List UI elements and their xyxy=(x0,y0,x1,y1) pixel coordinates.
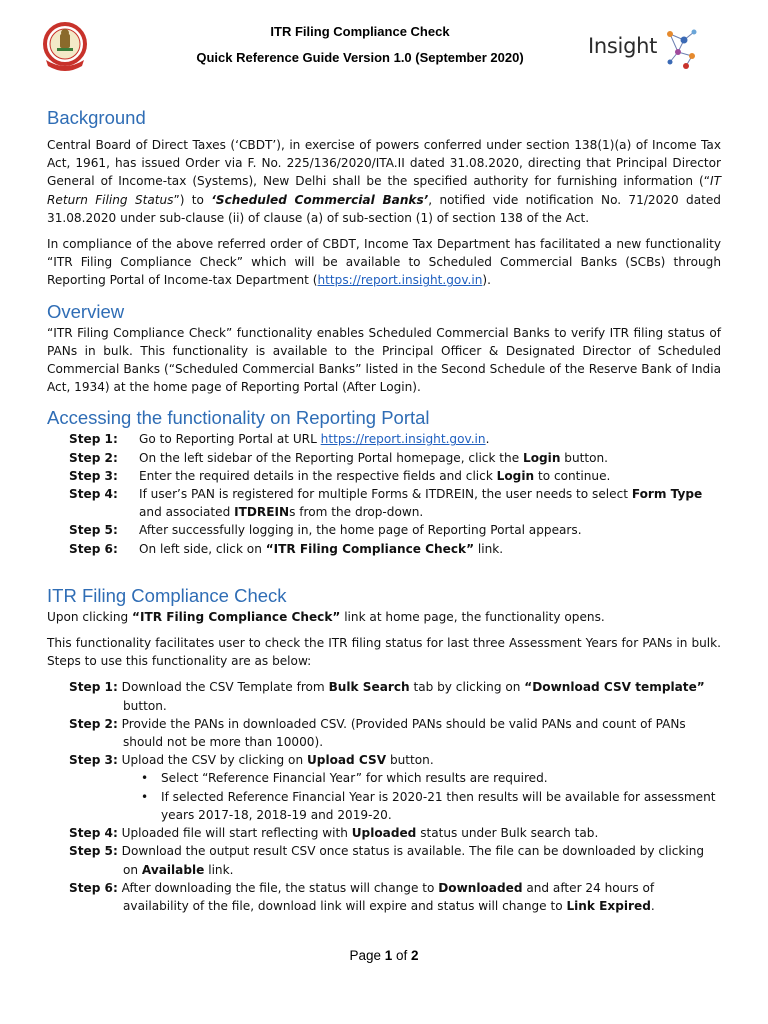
overview-heading: Overview xyxy=(47,300,125,322)
background-paragraph-2: In compliance of the above referred order of CBDT, Income Tax Department has facilitated a new functionality “ITR Filing Compliance Check” which will be available to Scheduled Commercial Banks (SCBs) through Reporting Portal of Income-tax Department (https://report.insight.gov.in). xyxy=(47,237,721,288)
itr-steps xyxy=(47,678,721,915)
access-step-2: Step 2: On the left sidebar of the Reporting Portal homepage, click the Login button. xyxy=(69,450,609,465)
header-title: ITR Filing Compliance Check xyxy=(270,24,450,39)
itr-step-4: Step 4: Uploaded file will start reflecting with Uploaded status under Bulk search tab. xyxy=(69,826,599,841)
reporting-portal-link[interactable]: https://report.insight.gov.in xyxy=(317,273,483,288)
itr-step-1: Step 1: Download the CSV Template from Bulk Search tab by clicking on “Download CSV template” button. xyxy=(69,680,705,713)
access-step-3: Step 3: Enter the required details in the respective fields and click Login to continue. xyxy=(69,468,611,483)
document-body xyxy=(47,106,721,915)
itr-step-3: Step 3: Upload the CSV by clicking on Upload CSV button. xyxy=(69,753,434,768)
background-heading: Background xyxy=(47,107,146,128)
itr-intro: Upon clicking “ITR Filing Compliance Check” link at home page, the functionality opens. xyxy=(47,609,605,624)
portal-url-link[interactable]: https://report.insight.gov.in xyxy=(320,432,486,447)
access-step-1: Step 1: Go to Reporting Portal at URL https://report.insight.gov.in. xyxy=(69,432,490,447)
access-step-6: Step 6: On left side, click on “ITR Filing Compliance Check” link. xyxy=(69,541,504,556)
overview-paragraph: “ITR Filing Compliance Check” functionality enables Scheduled Commercial Banks to verify ITR filing status of PANs in bulk. This functionality is available to the Principal Officer & Designated Director of Scheduled Commercial Banks (“Scheduled Commercial Banks” listed in the Second Schedule of the Reserve Bank of India Act, 1934) at the home page of Reporting Portal (After Login). xyxy=(47,325,721,395)
itr-step-6: Step 6: After downloading the file, the status will change to Downloaded and after 24 hours of availability of the file, download link will expire and status will change to Link Expired. xyxy=(69,880,655,913)
income-tax-emblem-icon xyxy=(38,20,92,74)
logo-text: Insight xyxy=(588,34,658,58)
access-step-5: Step 5: After successfully logging in, the home page of Reporting Portal appears. xyxy=(69,523,582,538)
itr-description: This functionality facilitates user to check the ITR filing status for last three Assessment Years for PANs in bulk. Steps to use this functionality are as below: xyxy=(47,636,721,669)
accessing-steps xyxy=(47,430,721,557)
itr-check-heading: ITR Filing Compliance Check xyxy=(47,584,287,606)
bullet-icon: • xyxy=(141,789,149,804)
insight-logo xyxy=(588,26,700,72)
access-step-4: Step 4: If user’s PAN is registered for multiple Forms & ITDREIN, the user needs to select Form Type and associated ITDREINs from the drop-down. xyxy=(69,487,703,520)
itr-bullet-1: • Select “Reference Financial Year” for which results are required. xyxy=(69,769,721,787)
page-number: Page 1 of 2 xyxy=(349,948,419,963)
bullet-icon: • xyxy=(141,771,149,786)
itr-step-5: Step 5: Download the output result CSV once status is available. The file can be downloaded by clicking on Available link. xyxy=(69,844,705,877)
header-subtitle: Quick Reference Guide Version 1.0 (September 2020) xyxy=(196,50,524,65)
accessing-heading: Accessing the functionality on Reporting Portal xyxy=(47,407,430,429)
network-nodes-icon xyxy=(664,26,700,72)
itr-bullet-2: • If selected Reference Financial Year is 2020-21 then results will be available for assessment years 2017-18, 2018-19 and 2019-20. xyxy=(141,789,716,822)
itr-step-2: Step 2: Provide the PANs in downloaded CSV. (Provided PANs should be valid PANs and count of PANs should not be more than 10000). xyxy=(69,716,686,750)
background-paragraph-1: Central Board of Direct Taxes (‘CBDT’), in exercise of powers conferred under section 138(1)(a) of Income Tax Act, 1961, has issued Order via F. No. 225/136/2020/ITA.II dated 31.08.2020, directing that Principal Director General of Income-tax (Systems), New Delhi shall be the specified authority for furnishing information (“IT Return Filing Status”) to ‘Scheduled Commercial Banks’, notified vide notification No. 71/2020 dated 31.08.2020 under sub-clause (ii) of clause (a) of sub-section (1) of section 138 of the Act. xyxy=(47,138,721,225)
